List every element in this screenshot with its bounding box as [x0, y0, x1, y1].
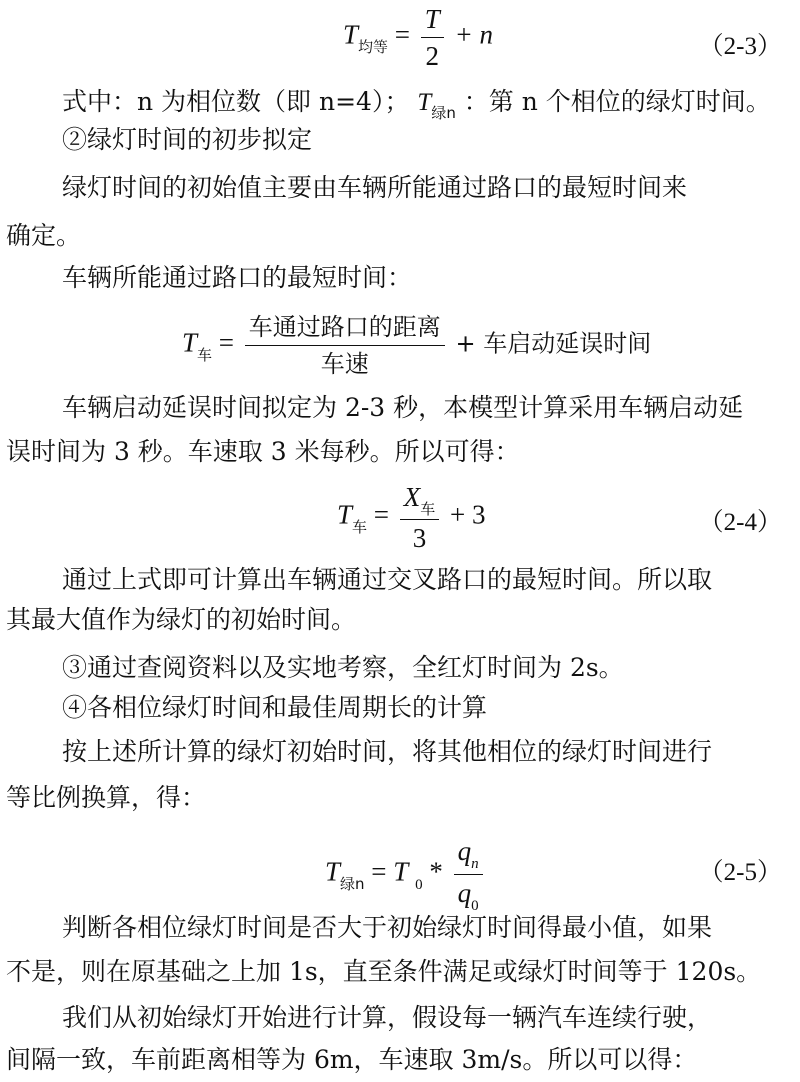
eq-2-3-numerator: T — [421, 4, 444, 38]
eq-2-4-lhs-subscript: 车 — [352, 517, 368, 536]
paragraph-proportional-line1: 按上述所计算的绿灯初始时间，将其他相位的绿灯时间进行 — [62, 737, 713, 766]
eq-vehicle-equals: = — [218, 327, 235, 358]
eq-2-5-lhs-subscript: 绿n — [340, 874, 365, 893]
eq-2-5-numerator-subscript: n — [471, 856, 479, 872]
eq-2-4-equals: = — [373, 499, 390, 530]
eq-2-4-plus-term: + 3 — [450, 499, 486, 530]
paragraph-judge-line1: 判断各相位绿灯时间是否大于初始绿灯时间得最小值，如果 — [62, 913, 713, 942]
eq-vehicle-denominator: 车速 — [320, 350, 369, 378]
p1-subscript: 绿n — [431, 104, 456, 122]
eq-2-5-numerator-symbol: q — [457, 836, 472, 866]
p1-text-a: 式中：n 为相位数（即 n=4）； — [62, 87, 410, 116]
eq-2-5-equals: = — [371, 856, 387, 887]
eq-vehicle-plus-term: + 车启动延误时间 — [455, 329, 652, 358]
eq-2-5-denominator — [454, 875, 483, 913]
eq-vehicle-fraction — [245, 312, 445, 379]
eq-2-3-lhs-symbol: T — [343, 19, 359, 50]
paragraph-green-initial-line2: 确定。 — [6, 221, 82, 250]
equation-2-3 — [343, 4, 493, 71]
eq-2-5-fraction — [454, 836, 483, 913]
item-all-red-time: ③通过查阅资料以及实地考察，全红灯时间为 2s。 — [62, 653, 624, 682]
heading-green-time-initial: ②绿灯时间的初步拟定 — [62, 125, 313, 154]
paragraph-assumption-line1: 我们从初始绿灯开始进行计算，假设每一辆汽车连续行驶， — [62, 1003, 713, 1032]
eq-vehicle-numerator: 车通过路口的距离 — [245, 312, 445, 346]
equation-number-2-3: （2-3） — [698, 33, 782, 60]
eq-2-3-fraction — [421, 4, 444, 71]
paragraph-compute-min-line1: 通过上式即可计算出车辆通过交叉路口的最短时间。所以取 — [62, 565, 713, 594]
eq-vehicle-lhs-symbol: T — [182, 327, 198, 358]
paragraph-assumption-line2: 间隔一致，车前距离相等为 6m，车速取 3m/s。所以可以得： — [6, 1045, 698, 1074]
paragraph-judge-line2: 不是，则在原基础之上加 1s，直至条件满足或绿灯时间等于 120s。 — [6, 957, 762, 986]
eq-2-3-denominator: 2 — [425, 41, 440, 71]
equation-vehicle-time — [182, 312, 651, 379]
paragraph-proportional-line2: 等比例换算，得： — [6, 783, 207, 812]
eq-2-3-lhs-subscript: 均等 — [358, 37, 389, 56]
p1-text-b: ：第 n 个相位的绿灯时间。 — [463, 87, 771, 116]
p1-symbol: T — [417, 89, 432, 116]
eq-2-4-lhs-symbol: T — [337, 499, 353, 530]
paragraph-start-delay-line2: 误时间为 3 秒。车速取 3 米每秒。所以可得： — [6, 437, 520, 466]
paragraph-variable-definition — [62, 86, 771, 121]
eq-2-4-fraction — [400, 482, 440, 553]
eq-2-5-numerator — [454, 836, 483, 875]
eq-2-5-multiply: * — [429, 856, 443, 887]
eq-2-5-rhs-symbol: T — [393, 856, 409, 887]
equation-number-2-4: （2-4） — [698, 509, 782, 536]
eq-vehicle-lhs-subscript: 车 — [197, 345, 213, 364]
eq-2-5-denominator-symbol: q — [457, 878, 472, 908]
equation-number-2-5: （2-5） — [698, 859, 782, 886]
eq-2-4-denominator: 3 — [412, 523, 427, 553]
paragraph-min-pass-time: 车辆所能通过路口的最短时间： — [62, 263, 413, 292]
equation-2-4 — [337, 482, 486, 553]
eq-2-3-plus-term: + n — [454, 19, 494, 50]
paragraph-green-initial-line1: 绿灯时间的初始值主要由车辆所能通过路口的最短时间来 — [62, 173, 688, 202]
eq-2-5-rhs-subscript: 0 — [415, 876, 423, 893]
eq-2-4-numerator-symbol: X — [403, 482, 421, 512]
eq-2-3-equals: = — [394, 19, 411, 50]
eq-2-4-numerator — [400, 482, 440, 520]
eq-2-5-denominator-subscript: 0 — [471, 898, 479, 914]
eq-2-5-lhs-symbol: T — [325, 856, 341, 887]
paragraph-compute-min-line2: 其最大值作为绿灯的初始时间。 — [6, 605, 357, 634]
eq-2-4-numerator-subscript: 车 — [420, 500, 436, 518]
heading-cycle-calc: ④各相位绿灯时间和最佳周期长的计算 — [62, 693, 488, 722]
equation-2-5 — [325, 836, 487, 913]
paragraph-start-delay-line1: 车辆启动延误时间拟定为 2-3 秒，本模型计算采用车辆启动延 — [62, 393, 744, 422]
